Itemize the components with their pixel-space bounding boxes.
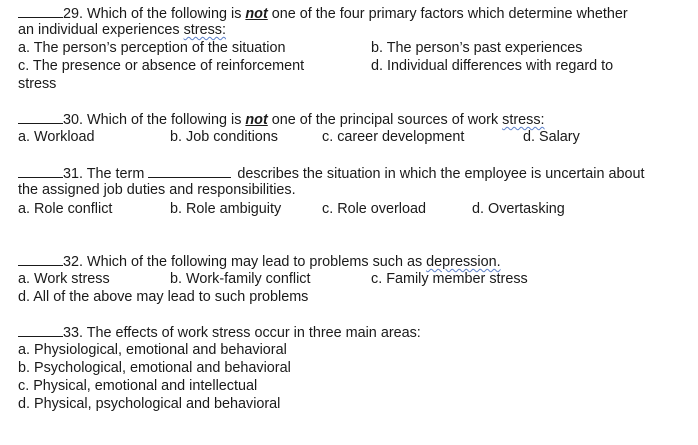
- emphasis-not: not: [245, 112, 268, 128]
- option-31b: b. Role ambiguity: [170, 201, 282, 217]
- option-32b: b. Work-family conflict: [170, 271, 311, 287]
- option-32a: a. Work stress: [18, 271, 110, 287]
- option-29a: a. The person’s perception of the situation: [18, 40, 286, 56]
- term-blank-31[interactable]: [148, 165, 231, 178]
- option-32d: d. All of the above may lead to such problems: [18, 289, 309, 305]
- answer-blank-33[interactable]: [18, 324, 63, 337]
- option-29c: c. The presence or absence of reinforcement: [18, 58, 305, 74]
- option-30b: b. Job conditions: [170, 129, 279, 145]
- answer-blank-31[interactable]: [18, 165, 63, 178]
- option-33c: c. Physical, emotional and intellectual: [18, 378, 258, 394]
- option-29d-cont: stress: [18, 76, 57, 92]
- option-31d: d. Overtasking: [472, 201, 565, 217]
- spellcheck-underline: depression.: [426, 254, 501, 270]
- answer-blank-30[interactable]: [18, 111, 63, 124]
- option-33d: d. Physical, psychological and behavioral: [18, 396, 281, 412]
- spellcheck-underline: stress:: [183, 22, 226, 38]
- question-29-stem-cont: an individual experiences stress:: [18, 22, 226, 38]
- option-33b: b. Psychological, emotional and behavioral: [18, 360, 291, 376]
- question-31-stem: 31. The term describes the situation in which the employee is uncertain about: [18, 165, 645, 183]
- option-33a: a. Physiological, emotional and behavioral: [18, 342, 287, 358]
- option-30d: d. Salary: [523, 129, 580, 145]
- question-29-stem: 29. Which of the following is not one of the four primary factors which determine whether: [18, 5, 628, 23]
- question-32-stem: 32. Which of the following may lead to problems such as depression.: [18, 253, 501, 271]
- option-30c: c. career development: [322, 129, 465, 145]
- answer-blank-29[interactable]: [18, 5, 63, 18]
- answer-blank-32[interactable]: [18, 253, 63, 266]
- question-31-stem-cont: the assigned job duties and responsibilities.: [18, 182, 296, 198]
- option-31c: c. Role overload: [322, 201, 426, 217]
- option-29b: b. The person’s past experiences: [371, 40, 583, 56]
- option-30a: a. Workload: [18, 129, 95, 145]
- question-30-stem: 30. Which of the following is not one of the principal sources of work stress:: [18, 111, 545, 129]
- option-31a: a. Role conflict: [18, 201, 113, 217]
- option-32c: c. Family member stress: [371, 271, 528, 287]
- option-29d: d. Individual differences with regard to: [371, 58, 614, 74]
- emphasis-not: not: [245, 6, 268, 22]
- question-33-stem: 33. The effects of work stress occur in three main areas:: [18, 324, 421, 342]
- spellcheck-underline: stress:: [502, 112, 545, 128]
